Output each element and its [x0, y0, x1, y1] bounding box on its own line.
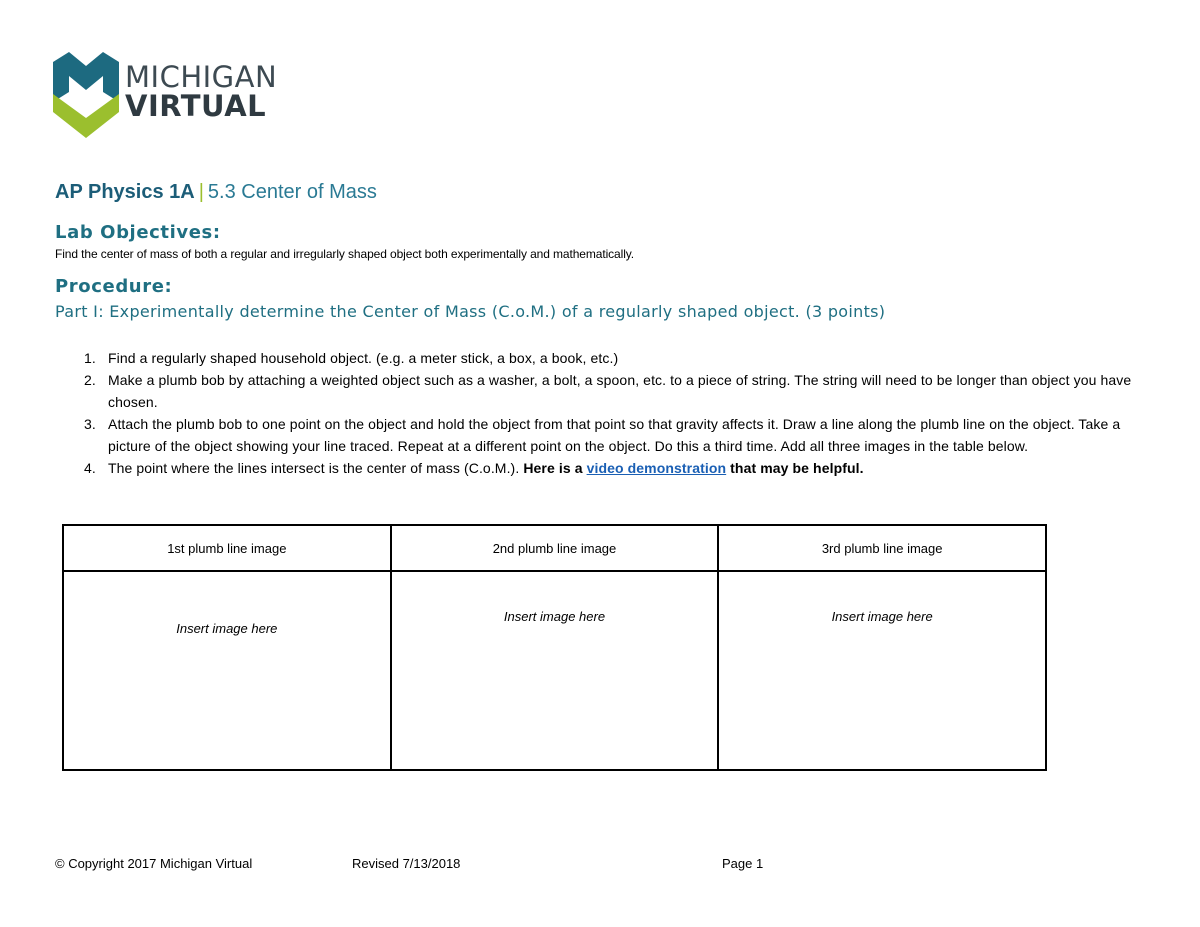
part-one-heading: Part I: Experimentally determine the Center of Mass (C.o.M.) of a regularly shaped object. (3 points) [55, 302, 886, 321]
step-number: 3. [84, 416, 96, 432]
logo-text-michigan: MICHIGAN [125, 60, 278, 94]
step-item [73, 369, 1153, 413]
lab-objectives-heading: Lab Objectives: [55, 222, 221, 243]
table-header-cell: 1st plumb line image [63, 525, 391, 571]
michigan-virtual-logo [53, 52, 277, 142]
course-name: AP Physics 1A [55, 181, 195, 203]
insert-image-text: Insert image here [831, 609, 933, 624]
step-bold-text: Here is a [523, 460, 587, 476]
footer-revised: Revised 7/13/2018 [352, 856, 461, 871]
step-text: The point where the lines intersect is the center of mass (C.o.M.). [108, 460, 524, 476]
footer-copyright: © Copyright 2017 Michigan Virtual [55, 856, 253, 871]
table-header-cell: 2nd plumb line image [391, 525, 719, 571]
step-text: Attach the plumb bob to one point on the object and hold the object from that point so that gravity affects it. Draw a line along the plumb line on the object. Take a picture of the object showing your line traced. Repeat at a different point on the object. Do this a third time. Add all three images in the table below. [108, 416, 1121, 454]
image-placeholder-cell[interactable] [391, 571, 719, 770]
title-separator: | [198, 181, 204, 203]
insert-image-text: Insert image here [503, 609, 606, 624]
step-item [73, 413, 1153, 457]
logo-mark-icon [53, 52, 119, 140]
step-text: Make a plumb bob by attaching a weighted object such as a washer, a bolt, a spoon, etc. to a piece of string. The string will need to be longer than object you have chosen. [108, 372, 1132, 410]
insert-image-text: Insert image here [176, 621, 278, 636]
page-title [55, 181, 377, 204]
unit-name: 5.3 Center of Mass [207, 181, 377, 203]
lab-objectives-text: Find the center of mass of both a regular and irregularly shaped object both experimentally and mathematically. [55, 247, 634, 261]
step-bold-text-end: that may be helpful. [726, 460, 864, 476]
step-item [73, 347, 1153, 369]
table-header-row [63, 525, 1046, 571]
procedure-steps [73, 347, 1153, 479]
footer-page-number: Page 1 [722, 856, 764, 871]
logo-text-virtual: VIRTUAL [125, 89, 267, 123]
video-demonstration-link[interactable]: video demonstration [586, 460, 727, 476]
table-header-cell: 3rd plumb line image [718, 525, 1046, 571]
step-item [73, 457, 1153, 479]
plumb-line-image-table [62, 524, 1047, 771]
procedure-heading: Procedure: [55, 276, 173, 297]
step-text: Find a regularly shaped household object. (e.g. a meter stick, a box, a book, etc.) [108, 350, 619, 366]
step-number: 1. [84, 350, 96, 366]
table-row [63, 571, 1046, 770]
step-number: 4. [84, 460, 96, 476]
image-placeholder-cell[interactable] [63, 571, 391, 770]
image-placeholder-cell[interactable] [718, 571, 1046, 770]
step-number: 2. [84, 372, 96, 388]
